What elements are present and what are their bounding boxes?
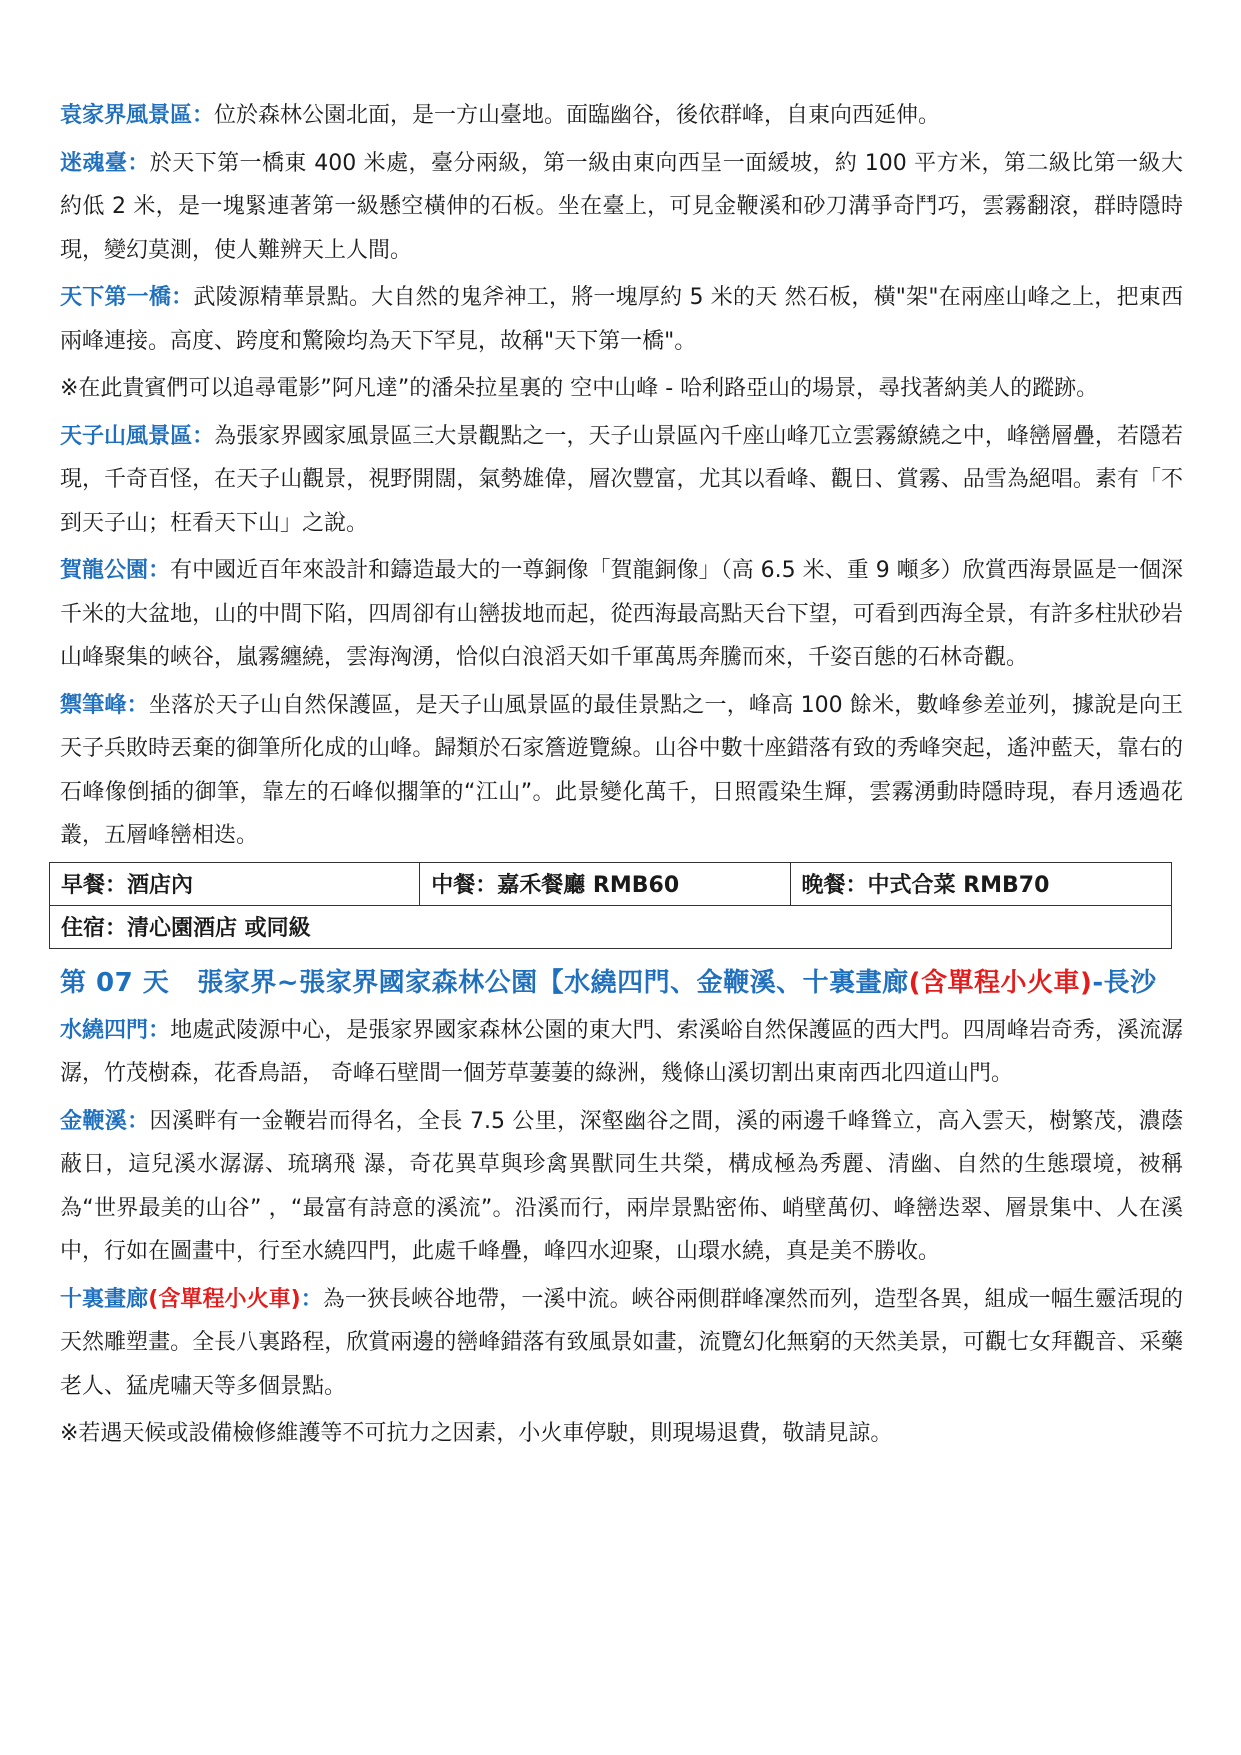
section-body: 地處武陵源中心，是張家界國家森林公園的東大門、索溪峪自然保護區的西大門。四周峰岩奇秀，溪流潺潺，竹茂樹森，花香鳥語， 奇峰石壁間一個芳草萋萋的綠洲，幾條山溪切割出東南西北四道山門。 (60, 1017, 1183, 1086)
section-title: 金鞭溪： (60, 1108, 150, 1134)
section-helong-park (60, 549, 1183, 680)
section-avatar-note (60, 367, 1183, 411)
section-title-highlight: (含單程小火車) (148, 1286, 301, 1312)
section-title: 天子山風景區： (60, 423, 215, 449)
section-body: 位於森林公園北面，是一方山臺地。面臨幽谷，後依群峰，自東向西延伸。 (214, 103, 941, 128)
section-tianzishan (60, 415, 1183, 546)
section-body: 為張家界國家風景區三大景觀點之一，天子山景區內千座山峰兀立雲霧繚繞之中，峰巒層疊，若隱若現，千奇百怪，在天子山觀景，視野開闊，氣勢雄偉，層次豐富，尤其以看峰、觀日、賞霧、品雪為絕唱。素有「不到天子山；枉看天下山」之說。 (60, 423, 1183, 536)
section-body: 坐落於天子山自然保護區，是天子山風景區的最佳景點之一，峰高 100 餘米，數峰參差並列，據說是向王天子兵敗時丟棄的御筆所化成的山峰。歸類於石家簷遊覽線。山谷中數十座錯落有致的秀峰突起，遙沖藍天，靠右的石峰像倒插的御筆，靠左的石峰似擱筆的“江山”。此景變化萬千，日照霞染生輝，雲霧湧動時隱時現，春月透過花叢，五層峰巒相迭。 (60, 692, 1183, 848)
day-heading (60, 959, 1183, 1007)
lunch-cell: 中餐：嘉禾餐廳 RMB60 (420, 862, 790, 905)
hotel-cell: 住宿：清心園酒店 或同級 (50, 905, 1172, 948)
section-title: 天下第一橋： (60, 285, 194, 310)
hotel-row (50, 905, 1172, 948)
section-title: 迷魂臺： (60, 150, 150, 176)
day-route: 張家界~張家界國家森林公園【水繞四門、金鞭溪、十裏畫廊 (197, 967, 909, 998)
day-route-end: -長沙 (1092, 967, 1157, 998)
section-title: 賀龍公園： (60, 558, 171, 583)
dinner-cell: 晚餐：中式合菜 RMB70 (790, 862, 1172, 905)
section-title-colon: ： (300, 1286, 323, 1312)
section-jinbianxi (60, 1100, 1183, 1274)
section-title: 袁家界風景區： (60, 103, 215, 128)
section-title: 十裏畫廊 (60, 1286, 149, 1312)
breakfast-cell: 早餐：酒店內 (50, 862, 420, 905)
section-title: 水繞四門： (60, 1017, 171, 1043)
meals-row (50, 862, 1172, 905)
section-yuanjiajie (60, 94, 1183, 138)
section-body: 為一狹長峽谷地帶，一溪中流。峽谷兩側群峰凜然而列，造型各異，組成一幅生靈活現的天然雕塑畫。全長八裏路程，欣賞兩邊的巒峰錯落有致風景如畫，流覽幻化無窮的天然美景，可觀七女拜觀音、采藥老人、猛虎嘯天等多個景點。 (60, 1286, 1183, 1399)
section-mihuntai (60, 142, 1183, 273)
section-body: 於天下第一橋東 400 米處，臺分兩級，第一級由東向西呈一面緩坡，約 100 平方米，第二級比第一級大約低 2 米，是一塊緊連著第一級懸空橫伸的石板。坐在臺上，可見金鞭溪和砂刀溝爭奇鬥巧，雲霧翻滾，群時隱時現，變幻莫測，使人難辨天上人間。 (60, 150, 1183, 263)
day-label: 第 07 天 (60, 967, 170, 998)
section-shuiraosimen (60, 1009, 1183, 1096)
section-yubifeng (60, 684, 1183, 858)
section-body: 武陵源精華景點。大自然的鬼斧神工，將一塊厚約 5 米的天 然石板，橫"架"在兩座山峰之上，把東西兩峰連接。高度、跨度和驚險均為天下罕見，故稱"天下第一橋"。 (60, 285, 1183, 354)
section-body: 因溪畔有一金鞭岩而得名，全長 7.5 公里，深壑幽谷之間，溪的兩邊千峰聳立，高入雲天，樹繁茂，濃蔭蔽日，這兒溪水潺潺、琉璃飛 瀑，奇花異草與珍禽異獸同生共榮，構成極為秀麗、清幽、自然的生態環境，被稱為“世界最美的山谷” ，“最富有詩意的溪流”。沿溪而行，兩岸景點密佈、峭壁萬仞、峰巒迭翠、層景集中、人在溪中，行如在圖畫中，行至水繞四門，此處千峰疊，峰四水迎聚，山環水繞，真是美不勝收。 (60, 1108, 1183, 1264)
meals-table (49, 862, 1172, 949)
section-first-bridge (60, 276, 1183, 363)
section-title: 禦筆峰： (60, 692, 149, 718)
day-route-highlight: (含單程小火車) (908, 967, 1093, 998)
section-body: 有中國近百年來設計和鑄造最大的一尊銅像「賀龍銅像」（高 6.5 米、重 9 噸多）欣賞西海景區是一個深千米的大盆地，山的中間下陷，四周卻有山巒拔地而起，從西海最高點天台下望，可看到西海全景，有許多柱狀砂岩山峰聚集的峽谷，嵐霧纏繞，雲海洶湧，恰似白浪滔天如千軍萬馬奔騰而來，千姿百態的石林奇觀。 (60, 558, 1183, 670)
notice-text: ※若遇天候或設備檢修維護等不可抗力之因素，小火車停駛，則現場退費，敬請見諒。 (60, 1421, 893, 1446)
section-shili-gallery (60, 1278, 1183, 1409)
section-body: ※在此貴賓們可以追尋電影”阿凡達”的潘朵拉星裏的 空中山峰 - 哈利路亞山的場景，尋找著納美人的蹤跡。 (60, 376, 1099, 401)
